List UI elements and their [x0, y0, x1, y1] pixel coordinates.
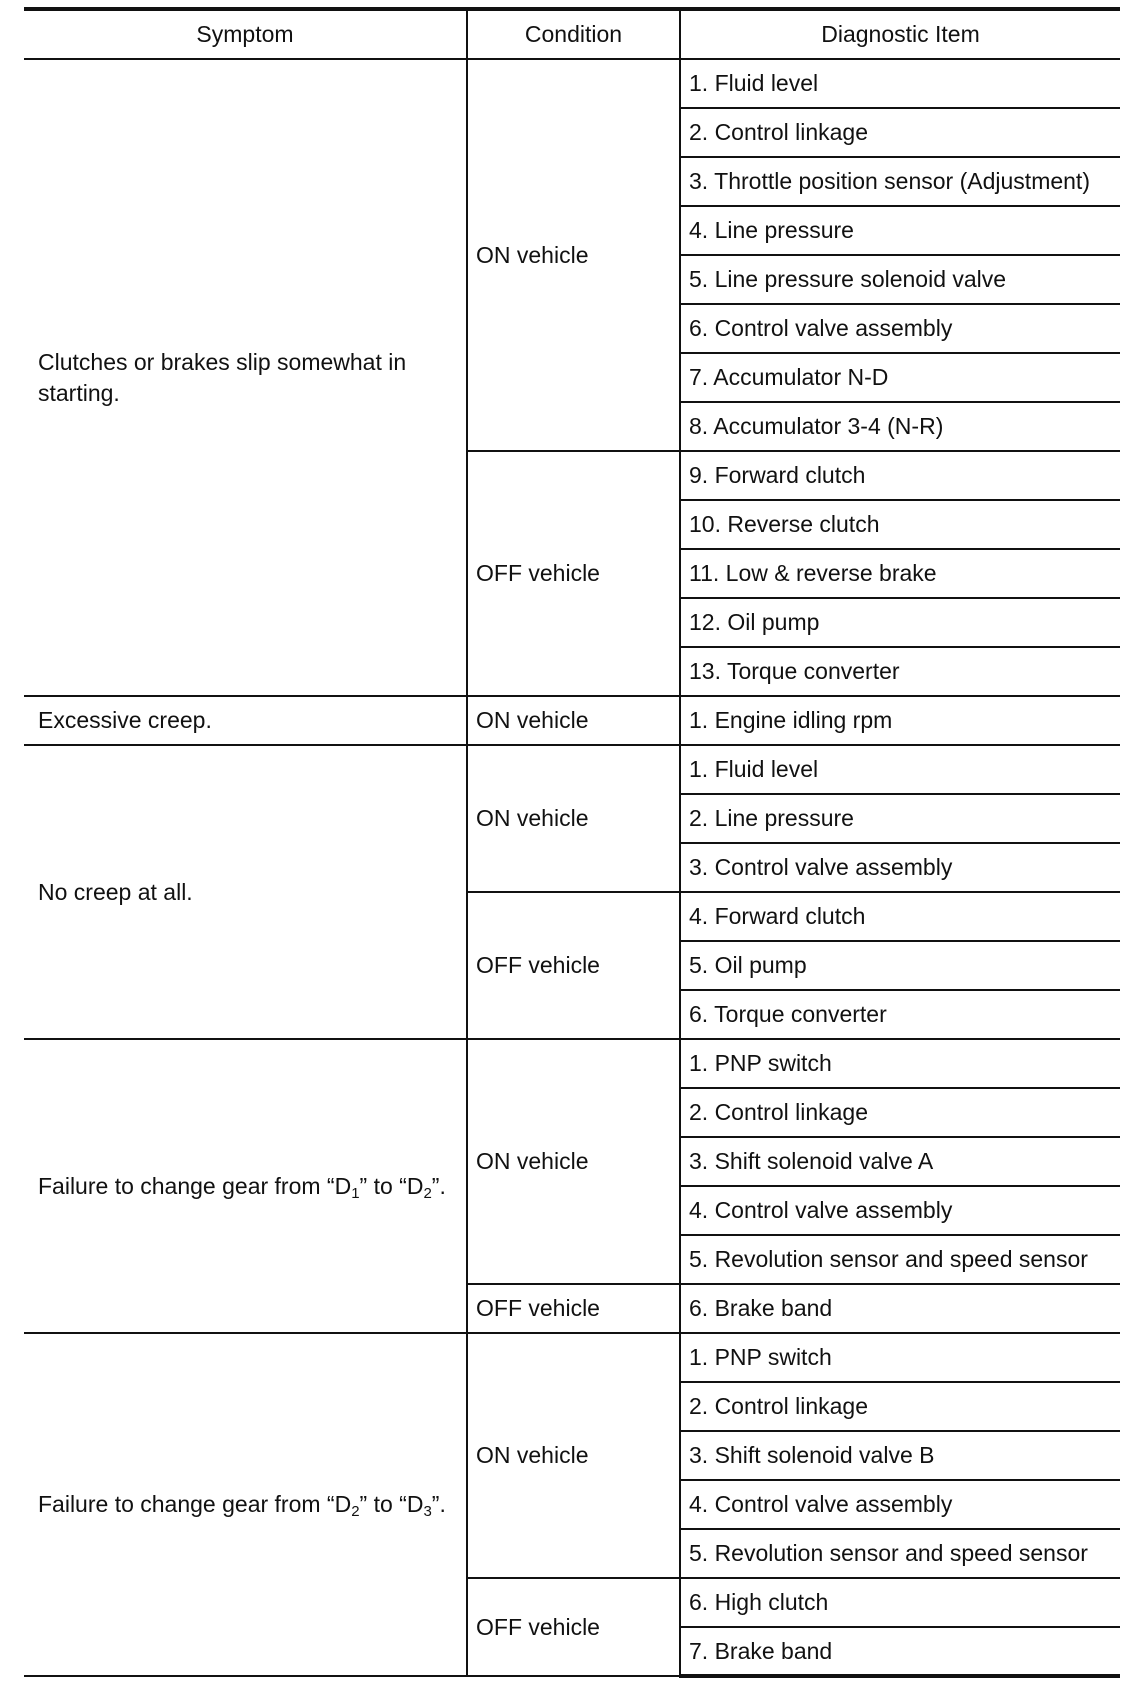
diagnostic-item-cell: 11. Low & reverse brake	[680, 549, 1120, 598]
diagnostic-item-cell: 2. Control linkage	[680, 108, 1120, 157]
header-symptom: Symptom	[24, 9, 467, 59]
symptom-text: ”.	[431, 1491, 446, 1517]
diagnostic-item-cell: 3. Shift solenoid valve A	[680, 1137, 1120, 1186]
table-row	[24, 59, 1120, 108]
diagnostic-item-cell: 13. Torque converter	[680, 647, 1120, 696]
diagnostic-item-cell: 6. Control valve assembly	[680, 304, 1120, 353]
table-row	[24, 1333, 1120, 1382]
condition-cell: ON vehicle	[467, 696, 680, 745]
diagnostic-item-cell: 1. Fluid level	[680, 59, 1120, 108]
diagnostic-item-cell: 6. Brake band	[680, 1284, 1120, 1333]
condition-cell: OFF vehicle	[467, 892, 680, 1039]
header-condition: Condition	[467, 9, 680, 59]
diagnostic-item-cell: 6. High clutch	[680, 1578, 1120, 1627]
symptom-text: ” to “D	[359, 1491, 424, 1517]
diagnostic-item-cell: 1. PNP switch	[680, 1039, 1120, 1088]
diagnostic-item-cell: 4. Forward clutch	[680, 892, 1120, 941]
diagnosis-table	[24, 7, 1120, 1678]
diagnosis-table-sheet	[24, 7, 1120, 1678]
header-diagnostic-item: Diagnostic Item	[680, 9, 1120, 59]
table-body	[24, 59, 1120, 1676]
diagnostic-item-cell: 12. Oil pump	[680, 598, 1120, 647]
condition-cell: OFF vehicle	[467, 1284, 680, 1333]
diagnostic-item-cell: 3. Shift solenoid valve B	[680, 1431, 1120, 1480]
diagnostic-item-cell: 4. Control valve assembly	[680, 1480, 1120, 1529]
diagnostic-item-cell: 8. Accumulator 3-4 (N-R)	[680, 402, 1120, 451]
diagnostic-item-cell: 1. Fluid level	[680, 745, 1120, 794]
diagnostic-item-cell: 2. Control linkage	[680, 1088, 1120, 1137]
diagnostic-item-cell: 6. Torque converter	[680, 990, 1120, 1039]
diagnostic-item-cell: 3. Control valve assembly	[680, 843, 1120, 892]
symptom-subscript: 2	[423, 1184, 432, 1202]
table-row	[24, 745, 1120, 794]
condition-cell: ON vehicle	[467, 59, 680, 451]
diagnostic-item-cell: 2. Control linkage	[680, 1382, 1120, 1431]
diagnostic-item-cell: 7. Brake band	[680, 1627, 1120, 1676]
symptom-subscript: 1	[351, 1184, 360, 1202]
symptom-text: Failure to change gear from “D	[38, 1172, 352, 1199]
diagnostic-item-cell: 5. Oil pump	[680, 941, 1120, 990]
condition-cell: ON vehicle	[467, 1333, 680, 1578]
header-row	[24, 9, 1120, 59]
symptom-text: Failure to change gear from “D	[38, 1491, 352, 1517]
diagnostic-item-cell: 5. Revolution sensor and speed sensor	[680, 1235, 1120, 1284]
symptom-cell: Excessive creep.	[24, 696, 467, 745]
diagnostic-item-cell: 4. Line pressure	[680, 206, 1120, 255]
diagnostic-item-cell: 1. Engine idling rpm	[680, 696, 1120, 745]
diagnostic-item-cell: 4. Control valve assembly	[680, 1186, 1120, 1235]
symptom-subscript: 2	[351, 1503, 360, 1520]
symptom-subscript: 3	[423, 1503, 432, 1520]
table-row	[24, 696, 1120, 745]
symptom-text: ”.	[431, 1172, 446, 1199]
diagnostic-item-cell: 10. Reverse clutch	[680, 500, 1120, 549]
condition-cell: OFF vehicle	[467, 1578, 680, 1676]
condition-cell: ON vehicle	[467, 1039, 680, 1284]
table-row	[24, 1039, 1120, 1088]
diagnostic-item-cell: 5. Revolution sensor and speed sensor	[680, 1529, 1120, 1578]
diagnostic-item-cell: 3. Throttle position sensor (Adjustment)	[680, 157, 1120, 206]
condition-cell: ON vehicle	[467, 745, 680, 892]
diagnostic-item-cell: 1. PNP switch	[680, 1333, 1120, 1382]
diagnostic-item-cell: 2. Line pressure	[680, 794, 1120, 843]
diagnostic-item-cell: 5. Line pressure solenoid valve	[680, 255, 1120, 304]
symptom-cell: Clutches or brakes slip somewhat in starting.	[24, 59, 467, 696]
symptom-text: ” to “D	[359, 1172, 424, 1199]
symptom-cell: No creep at all.	[24, 745, 467, 1039]
condition-cell: OFF vehicle	[467, 451, 680, 696]
diagnostic-item-cell: 7. Accumulator N-D	[680, 353, 1120, 402]
symptom-cell	[24, 1333, 467, 1676]
symptom-cell	[24, 1039, 467, 1333]
diagnostic-item-cell: 9. Forward clutch	[680, 451, 1120, 500]
